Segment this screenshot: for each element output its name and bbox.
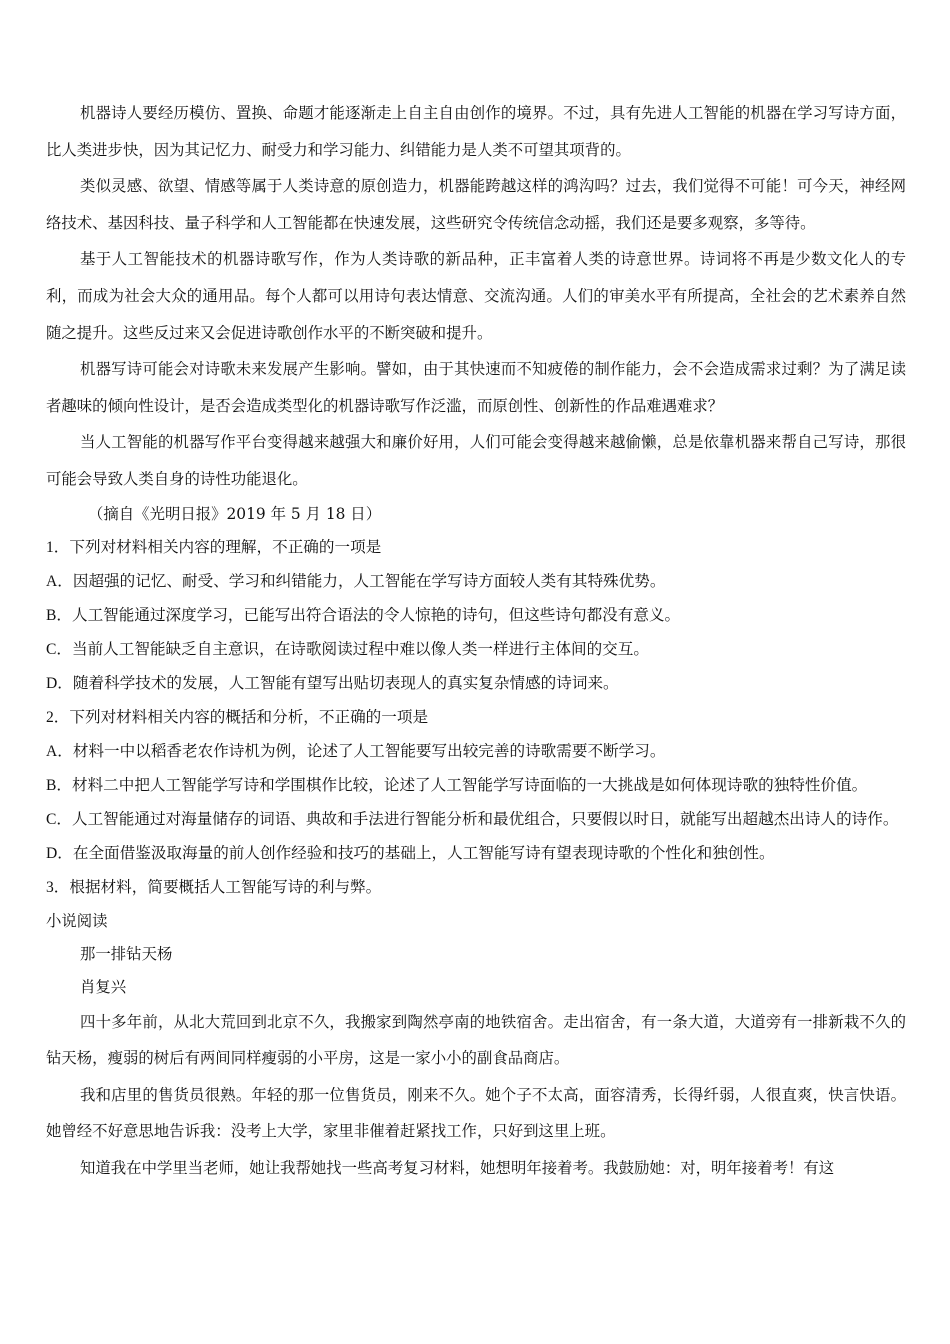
option-a: A．因超强的记忆、耐受、学习和纠错能力，人工智能在学写诗方面较人类有其特殊优势。: [46, 572, 666, 590]
question-3: [46, 871, 906, 905]
question-stem: 1．下列对材料相关内容的理解，不正确的一项是: [46, 538, 382, 556]
article-paragraph: 机器诗人要经历模仿、置换、命题才能逐渐走上自主自由创作的境界。不过，具有先进人工智能的机器在学习写诗方面，比人类进步快，因为其记忆力、耐受力和学习能力、纠错能力是人类不可望其项背的。: [46, 104, 906, 159]
option-d: D．随着科学技术的发展，人工智能有望写出贴切表现人的真实复杂情感的诗词来。: [46, 674, 619, 692]
article-source: （摘自《光明日报》2019 年 5 月 18 日）: [88, 504, 382, 523]
option-a: A．材料一中以稻香老农作诗机为例，论述了人工智能要写出较完善的诗歌需要不断学习。: [46, 742, 666, 760]
novel-author: 肖复兴: [80, 977, 127, 996]
novel-paragraph: 我和店里的售货员很熟。年轻的那一位售货员，刚来不久。她个子不太高，面容清秀，长得纤弱，人很直爽，快言快语。她曾经不好意思地告诉我：没考上大学，家里非催着赶紧找工作，只好到这里上班。: [46, 1085, 906, 1141]
section-label: 小说阅读: [46, 911, 108, 930]
option-b: B．人工智能通过深度学习，已能写出符合语法的令人惊艳的诗句，但这些诗句都没有意义。: [46, 606, 681, 624]
article-paragraph: 当人工智能的机器写作平台变得越来越强大和廉价好用，人们可能会变得越来越偷懒，总是依靠机器来帮自己写诗，那很可能会导致人类自身的诗性功能退化。: [46, 433, 906, 488]
question-stem: 2．下列对材料相关内容的概括和分析，不正确的一项是: [46, 708, 429, 726]
novel-paragraph: 知道我在中学里当老师，她让我帮她找一些高考复习材料，她想明年接着考。我鼓励她：对，明年接着考！有这: [80, 1158, 835, 1177]
question-2: [46, 701, 906, 871]
novel-title: 那一排钻天杨: [80, 944, 173, 963]
novel-paragraph: 四十多年前，从北大荒回到北京不久，我搬家到陶然亭南的地铁宿舍。走出宿舍，有一条大道，大道旁有一排新栽不久的钻天杨，瘦弱的树后有两间同样瘦弱的小平房，这是一家小小的副食品商店。: [46, 1012, 906, 1068]
option-c: C．当前人工智能缺乏自主意识，在诗歌阅读过程中难以像人类一样进行主体间的交互。: [46, 640, 649, 658]
document-page: [46, 95, 906, 1187]
article-paragraph: 类似灵感、欲望、情感等属于人类诗意的原创造力，机器能跨越这样的鸿沟吗？过去，我们觉得不可能！可今天，神经网络技术、基因科技、量子科学和人工智能都在快速发展，这些研究令传统信念动摇，我们还是要多观察，多等待。: [46, 177, 906, 232]
article-paragraph: 基于人工智能技术的机器诗歌写作，作为人类诗歌的新品种，正丰富着人类的诗意世界。诗词将不再是少数文化人的专利，而成为社会大众的通用品。每个人都可以用诗句表达情意、交流沟通。人们的审美水平有所提高，全社会的艺术素养自然随之提升。这些反过来又会促进诗歌创作水平的不断突破和提升。: [46, 250, 906, 342]
option-c: C．人工智能通过对海量储存的词语、典故和手法进行智能分析和最优组合，只要假以时日，就能写出超越杰出诗人的诗作。: [46, 810, 899, 828]
option-d: D．在全面借鉴汲取海量的前人创作经验和技巧的基础上，人工智能写诗有望表现诗歌的个性化和独创性。: [46, 844, 775, 862]
article-body: [46, 95, 906, 531]
novel-section: [46, 905, 906, 1187]
question-1: [46, 531, 906, 701]
question-stem: 3．根据材料，简要概括人工智能写诗的利与弊。: [46, 878, 382, 896]
article-paragraph: 机器写诗可能会对诗歌未来发展产生影响。譬如，由于其快速而不知疲倦的制作能力，会不会造成需求过剩？为了满足读者趣味的倾向性设计，是否会造成类型化的机器诗歌写作泛滥，而原创性、创新性的作品难遇难求？: [46, 360, 906, 415]
option-b: B．材料二中把人工智能学写诗和学围棋作比较，论述了人工智能学写诗面临的一大挑战是如何体现诗歌的独特性价值。: [46, 776, 868, 794]
